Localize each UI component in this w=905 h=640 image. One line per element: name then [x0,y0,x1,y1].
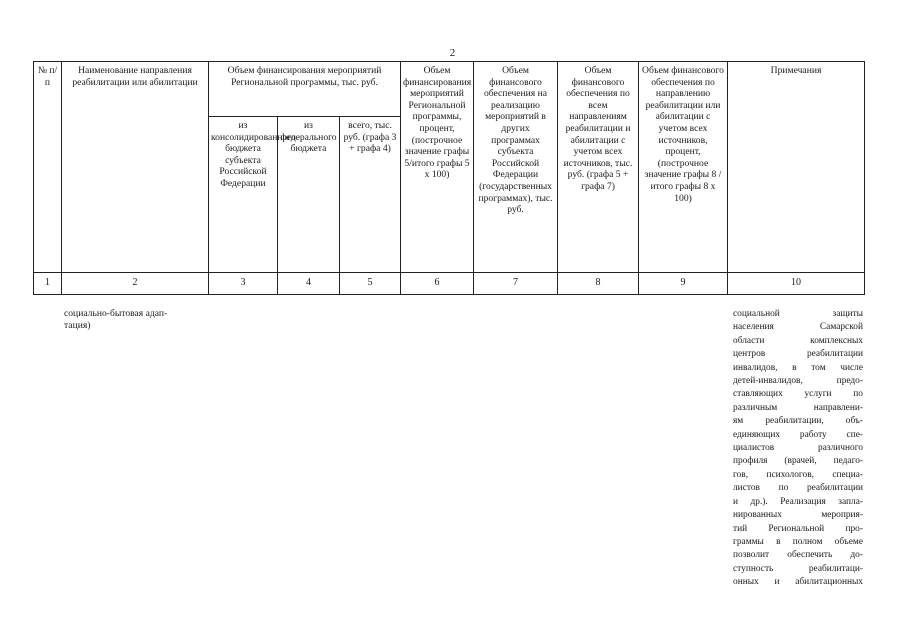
financing-table [33,61,865,295]
text-line: тация) [64,320,91,331]
text-line: онных и абилитационных [733,577,863,588]
text-line: социально-бытовая адап- [64,308,168,319]
text-line: тий Региональной про- [733,523,863,534]
text-line: детей-инвалидов, предо- [733,376,863,387]
text-line: ставляющих услуги по [733,389,863,400]
text-line: позволит обеспечить до- [733,550,863,561]
column-number-cell: 7 [474,273,558,295]
text-line: граммы в полном объеме [733,536,863,547]
column-number-cell: 10 [728,273,865,295]
header-cell-federal-budget: из федерального бюджета [278,117,340,273]
text-line: социальной защиты [733,309,863,319]
header-cell-financing-percent: Объем финансирования мероприятий Региональной программы, процент, (построчное значение графы 5/итого графы 5 х 100) [401,62,474,273]
column-number-cell: 9 [639,273,728,295]
text-line: области комплексных [733,335,863,346]
header-cell-total: всего, тыс. руб. (графа 3 + графа 4) [340,117,401,273]
header-cell-financing-group: Объем финансирования мероприятий Региональной программы, тыс. руб. [209,62,401,117]
text-line: профиля (врачей, педаго- [733,456,863,467]
continued-direction-name [64,308,214,332]
text-line: нированных мероприя- [733,510,863,521]
header-cell-row-number: № п/п [34,62,62,273]
text-line: ям реабилитации, объ- [733,416,863,427]
column-number-cell: 4 [278,273,340,295]
page-number: 2 [449,47,456,59]
column-number-cell: 1 [34,273,62,295]
text-line: центров реабилитации [733,349,863,360]
text-line: и др.). Реализация запла- [733,496,863,507]
text-line: населения Самарской [733,322,863,333]
text-line: листов по реабилитации [733,483,863,494]
header-cell-consolidated-budget: из консолидированного бюджета субъекта Российской Федерации [209,117,278,273]
header-cell-notes: Примечания [728,62,865,273]
text-line: единяющих работу спе- [733,429,863,440]
text-line: ступность реабилитаци- [733,563,863,574]
text-line: различным направлени- [733,402,863,413]
header-cell-all-sources-percent: Объем финансового обеспечения по направлению реабилитации или абилитации с учетом всех источников, процент, (построчное значение графы 8 / итого графы 8 х 100) [639,62,728,273]
column-number-cell: 5 [340,273,401,295]
header-cell-other-programs: Объем финансового обеспечения на реализацию мероприятий в других программах субъекта Российской Федерации (государственных программах), тыс. руб. [474,62,558,273]
column-number-cell: 8 [558,273,639,295]
continued-note-text [733,308,863,590]
column-number-cell: 6 [401,273,474,295]
column-number-cell: 3 [209,273,278,295]
text-line: инвалидов, в том числе [733,362,863,373]
header-cell-all-sources-total: Объем финансового обеспечения по всем направлениям реабилитации и абилитации с учетом всех источников, тыс. руб. (графа 5 + графа 7) [558,62,639,273]
header-cell-direction-name: Наименование направления реабилитации или абилитации [62,62,209,273]
text-line: циалистов различного [733,443,863,454]
column-number-cell: 2 [62,273,209,295]
text-line: гов, психологов, специа- [733,469,863,480]
